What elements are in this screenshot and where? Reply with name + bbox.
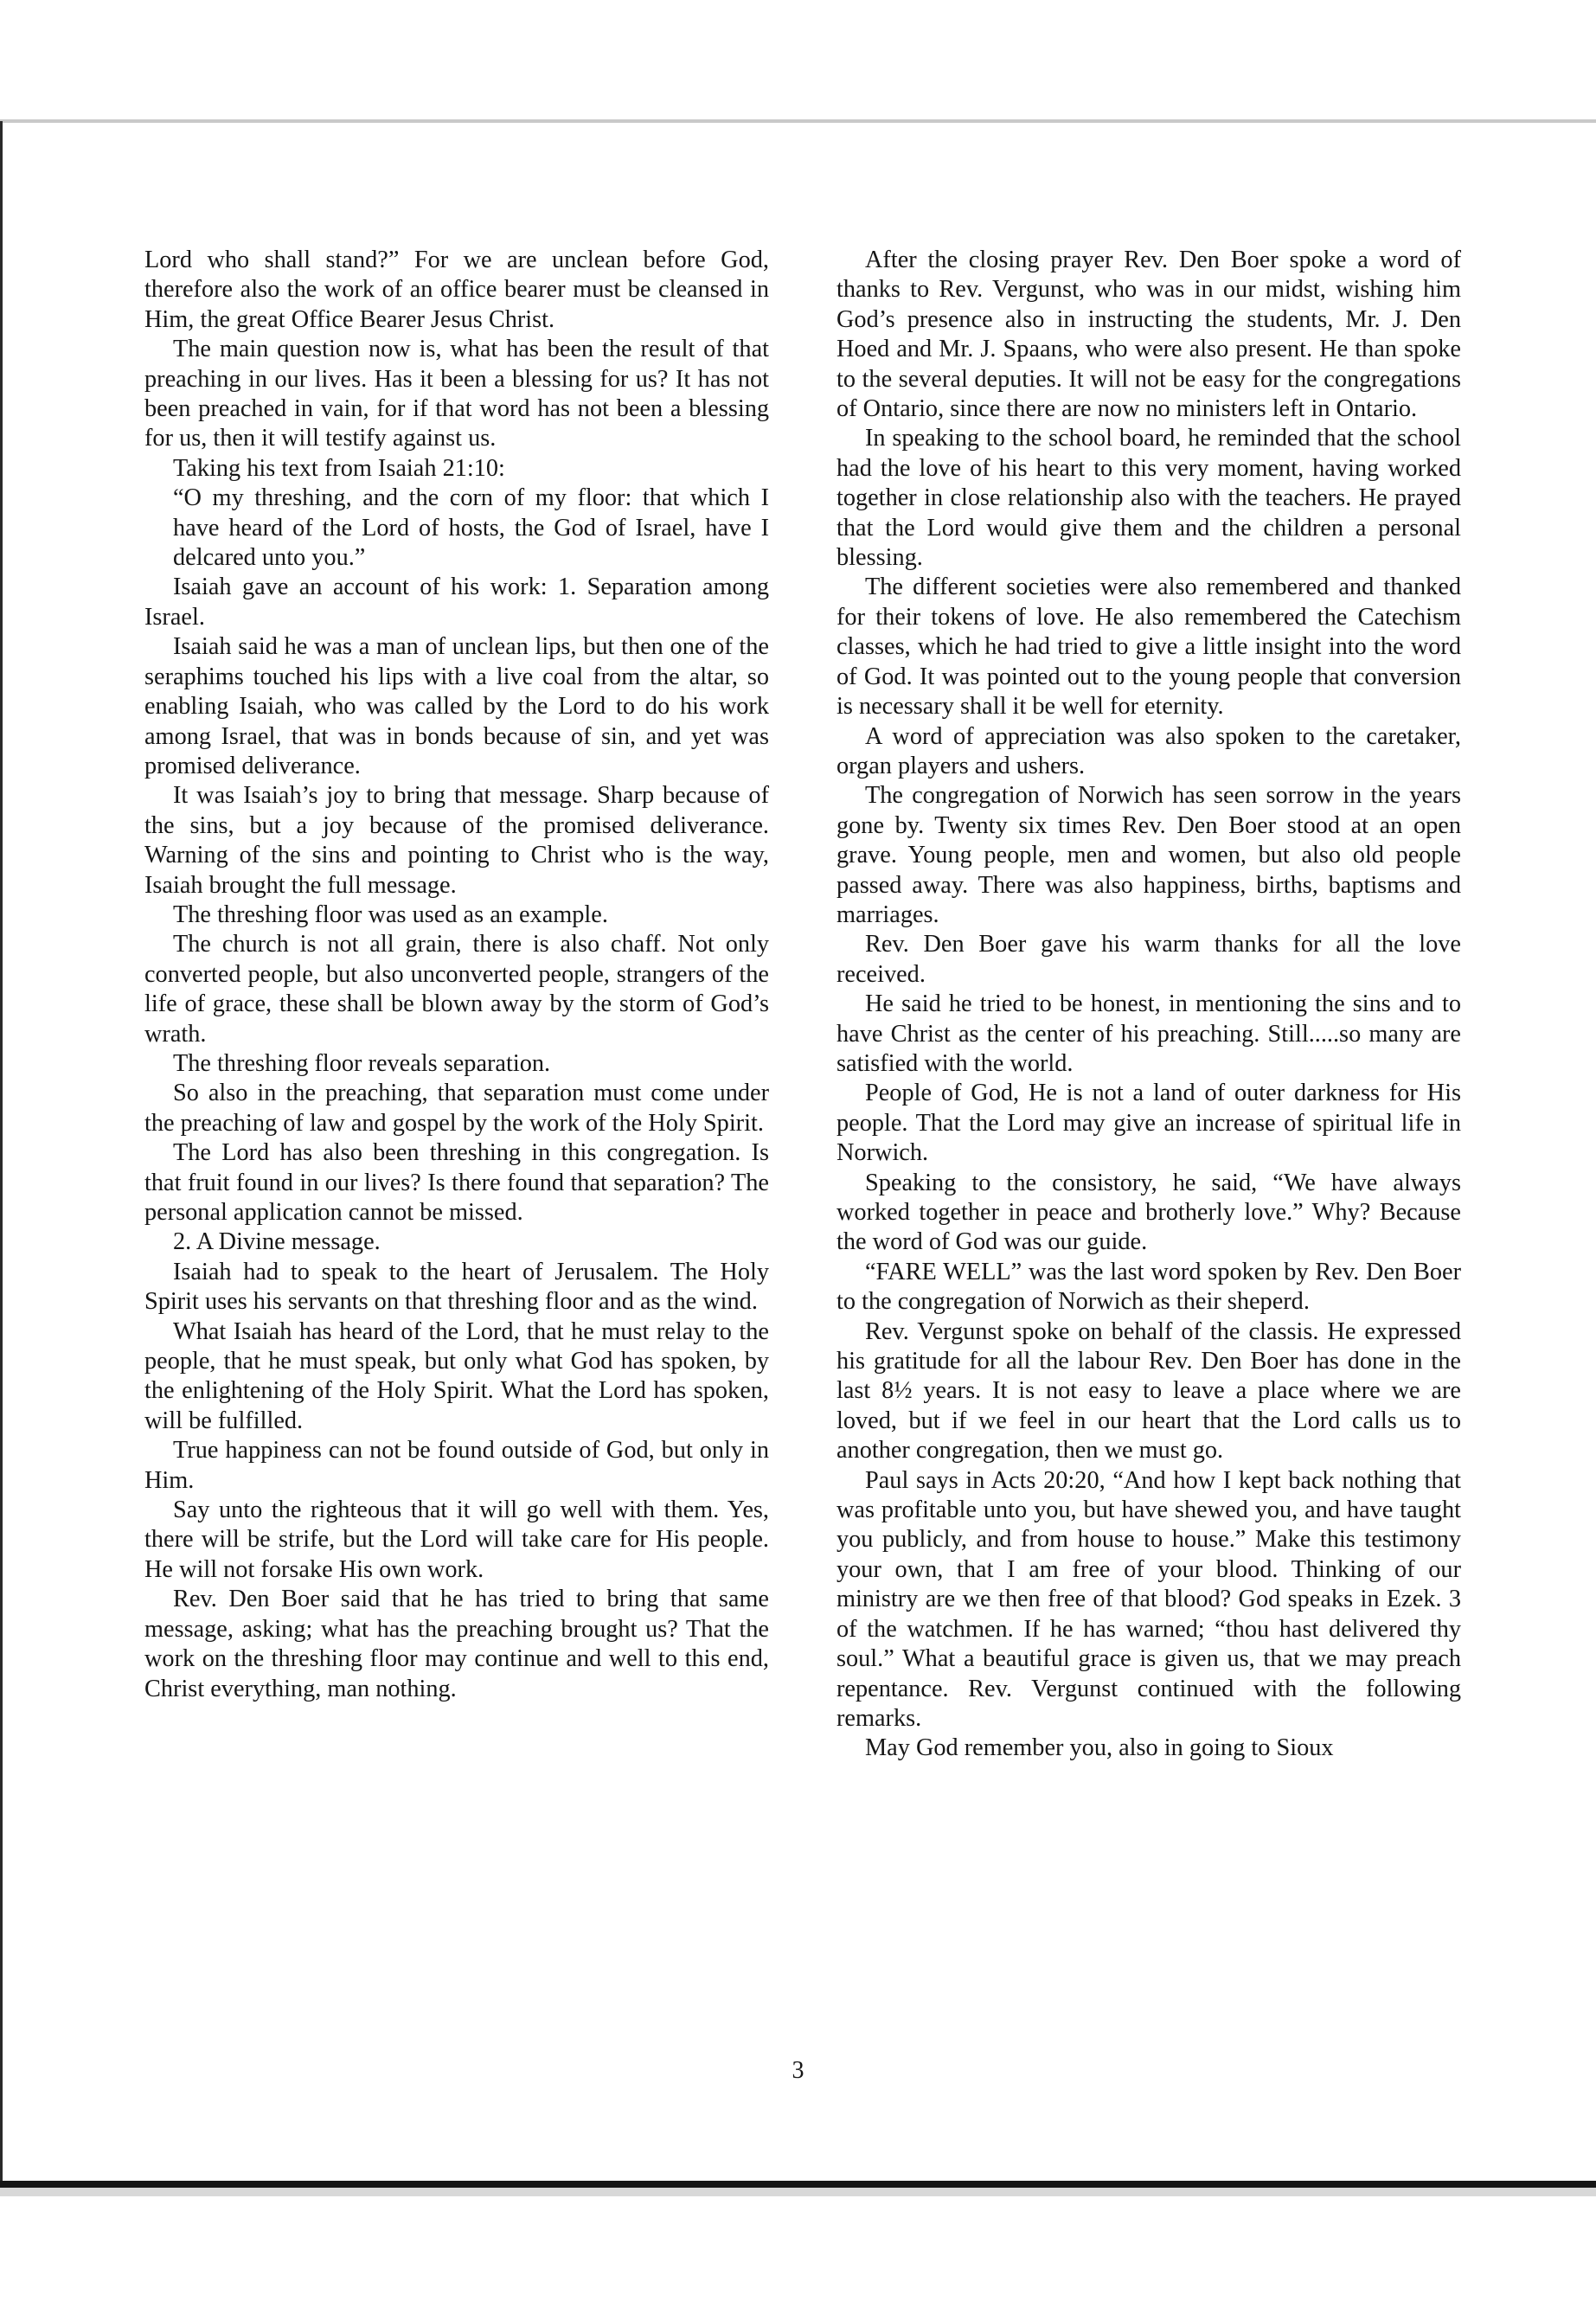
paragraph: Rev. Vergunst spoke on behalf of the classis. He expressed his gratitude for all the labour Rev. Den Boer has done in the last 8½ years. It is not easy to leave a place where we are loved, but if we feel in our heart that the Lord calls us to another congregation, then we must go. xyxy=(836,1317,1461,1465)
paragraph: The Lord has also been threshing in this congregation. Is that fruit found in our lives? Is there found that separation? The personal application cannot be missed. xyxy=(144,1139,769,1226)
paragraph: A word of appreciation was also spoken to the caretaker, organ players and ushers. xyxy=(836,722,1461,779)
paragraph: It was Isaiah’s joy to bring that message. Sharp because of the sins, but a joy because of the promised deliverance. Warning of the sins and pointing to Christ who is the way, Isaiah brought the full message. xyxy=(144,782,769,899)
right-text-column xyxy=(836,246,1461,1764)
paragraph: What Isaiah has heard of the Lord, that he must relay to the people, that he must speak, but only what God has spoken, by the enlightening of the Holy Spirit. What the Lord has spoken, will be fulfilled. xyxy=(144,1317,769,1434)
paragraph: May God remember you, also in going to Sioux xyxy=(865,1734,1334,1762)
scan-edge-bottom xyxy=(0,2181,1596,2188)
paragraph: The different societies were also remembered and thanked for their tokens of love. He also remembered the Catechism classes, which he had tried to give a little insight into the word of God. It was pointed out to the young people that conversion is necessary shall it be well for eternity. xyxy=(836,574,1461,721)
paragraph: Rev. Den Boer said that he has tried to bring that same message, asking; what has the preaching brought us? That the work on the threshing floor may continue and well to this end, Christ everything, man nothing. xyxy=(144,1586,769,1702)
paragraph: Say unto the righteous that it will go well with them. Yes, there will be strife, but the Lord will take care for His people. He will not forsake His own work. xyxy=(144,1497,769,1583)
paragraph: In speaking to the school board, he reminded that the school had the love of his heart to this very moment, having worked together in close relationship also with the teachers. He prayed that the Lord would give them and the children a personal blessing. xyxy=(836,425,1461,572)
paragraph: People of God, He is not a land of outer darkness for His people. That the Lord may give an increase of spiritual life in Norwich. xyxy=(836,1080,1461,1167)
paragraph: The threshing floor was used as an example. xyxy=(173,901,608,928)
left-text-column xyxy=(144,246,769,1704)
paragraph: Speaking to the consistory, he said, “We have always worked together in peace and brotherly love.” Why? Because the word of God was our guide. xyxy=(836,1169,1461,1256)
paragraph: Lord who shall stand?” For we are unclean before God, therefore also the work of an office bearer must be cleansed in Him, the great Office Bearer Jesus Christ. xyxy=(144,247,769,333)
paragraph: Isaiah said he was a man of unclean lips, but then one of the seraphims touched his lips with a live coal from the altar, so enabling Isaiah, who was called by the Lord to do his work among Israel, that was in bonds because of sin, and yet was promised deliverance. xyxy=(144,633,769,779)
scan-edge-top xyxy=(0,119,1596,123)
paragraph: After the closing prayer Rev. Den Boer spoke a word of thanks to Rev. Vergunst, who was in our midst, wishing him God’s presence also in instructing the students, Mr. J. Den Hoed and Mr. J. Spaans, who were also present. He than spoke to the several deputies. It will not be easy for the congregations of Ontario, since there are now no ministers left in Ontario. xyxy=(836,247,1461,423)
paragraph: He said he tried to be honest, in mentioning the sins and to have Christ as the center of his preaching. Still.....so many are satisfied with the world. xyxy=(836,990,1461,1077)
paragraph: The church is not all grain, there is also chaff. Not only converted people, but also unconverted people, strangers of the life of grace, these shall be blown away by the storm of God’s wrath. xyxy=(144,931,769,1048)
paragraph: True happiness can not be found outside of God, but only in Him. xyxy=(144,1437,769,1494)
paragraph: Isaiah had to speak to the heart of Jerusalem. The Holy Spirit uses his servants on that threshing floor and as the wind. xyxy=(144,1258,769,1316)
paragraph: 2. A Divine message. xyxy=(173,1228,381,1256)
paragraph: Isaiah gave an account of his work: 1. Separation among Israel. xyxy=(144,574,769,631)
paragraph: “FARE WELL” was the last word spoken by Rev. Den Boer to the congregation of Norwich as their sheperd. xyxy=(836,1258,1461,1316)
paragraph: Paul says in Acts 20:20, “And how I kept back nothing that was profitable unto you, but have shewed you, and have taught you publicly, and from house to house.” Make this testimony your own, that I am free of your blood. Thinking of our ministry are we then free of that blood? God speaks in Ezek. 3 of the watchmen. If he has warned; “thou hast delivered thy soul.” What a beautiful grace is given us, that we may preach repentance. Rev. Vergunst continued with the following remarks. xyxy=(836,1466,1461,1732)
page-number: 3 xyxy=(792,2057,804,2084)
scan-edge-bottom-shadow xyxy=(0,2188,1596,2196)
paragraph: “O my threshing, and the corn of my floor: that which I have heard of the Lord of hosts, the God of Israel, have I delcared unto you.” xyxy=(173,484,769,572)
paragraph: Rev. Den Boer gave his warm thanks for all the love received. xyxy=(836,931,1461,988)
scan-edge-left xyxy=(0,121,3,2189)
paragraph: Taking his text from Isaiah 21:10: xyxy=(173,454,505,482)
paragraph: The congregation of Norwich has seen sorrow in the years gone by. Twenty six times Rev. Den Boer stood at an open grave. Young people, men and women, but also old people passed away. There was also happiness, births, baptisms and marriages. xyxy=(836,782,1461,928)
paragraph: The threshing floor reveals separation. xyxy=(173,1049,551,1077)
paragraph: The main question now is, what has been the result of that preaching in our lives. Has it been a blessing for us? It has not been preached in vain, for if that word has not been a blessing for us, then it will testify against us. xyxy=(144,336,769,452)
paragraph: So also in the preaching, that separation must come under the preaching of law and gospel by the work of the Holy Spirit. xyxy=(144,1080,769,1137)
